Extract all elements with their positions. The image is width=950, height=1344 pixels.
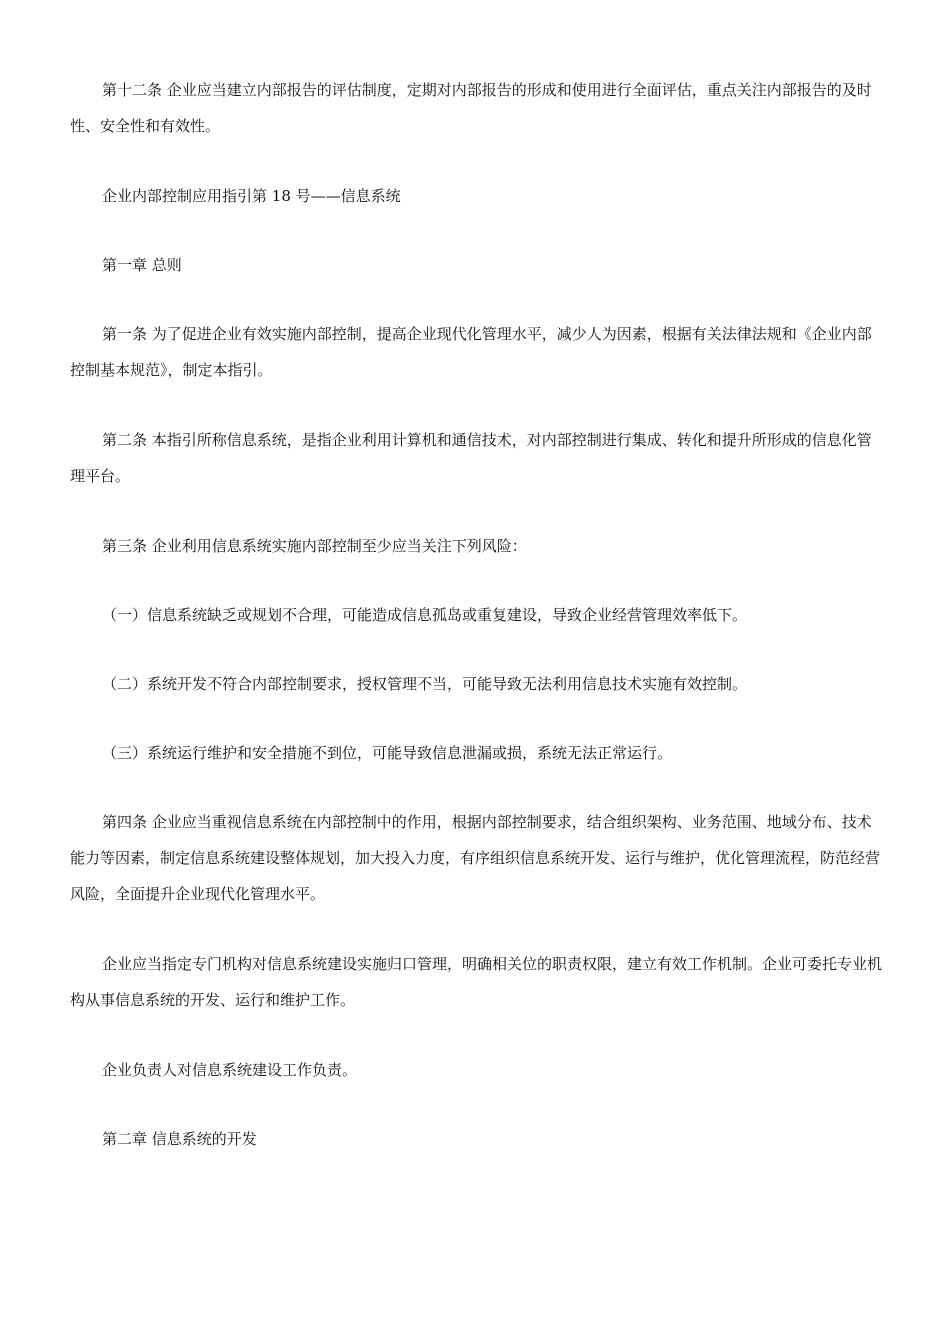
risk-item-1: （一）信息系统缺乏或规划不合理，可能造成信息孤岛或重复建设，导致企业经营管理效率低下。 bbox=[102, 606, 748, 624]
responsibility-paragraph: 企业负责人对信息系统建设工作负责。 bbox=[102, 1061, 358, 1079]
article-4-continuation: 企业应当指定专门机构对信息系统建设实施归口管理，明确相关位的职责权限，建立有效工作机制。企业可委托专业机构从事信息系统的开发、运行和维护工作。 bbox=[70, 955, 883, 1009]
risk-item-3: （三）系统运行维护和安全措施不到位，可能导致信息泄漏或损，系统无法正常运行。 bbox=[102, 744, 673, 762]
article-4-paragraph: 第四条 企业应当重视信息系统在内部控制中的作用，根据内部控制要求，结合组织架构、业务范围、地域分布、技术能力等因素，制定信息系统建设整体规划，加大投入力度，有序组织信息系统开发、运行与维护，优化管理流程，防范经营风险，全面提升企业现代化管理水平。 bbox=[70, 813, 881, 903]
article-1-paragraph: 第一条 为了促进企业有效实施内部控制，提高企业现代化管理水平，减少人为因素，根据有关法律法规和《企业内部控制基本规范》，制定本指引。 bbox=[70, 325, 872, 379]
article-12-paragraph: 第十二条 企业应当建立内部报告的评估制度，定期对内部报告的形成和使用进行全面评估，重点关注内部报告的及时性、安全性和有效性。 bbox=[70, 81, 872, 135]
chapter-1-heading: 第一章 总则 bbox=[102, 256, 182, 274]
article-2-paragraph: 第二条 本指引所称信息系统，是指企业利用计算机和通信技术，对内部控制进行集成、转化和提升所形成的信息化管理平台。 bbox=[70, 431, 872, 485]
guideline-title: 企业内部控制应用指引第 18 号——信息系统 bbox=[102, 187, 401, 205]
article-3-paragraph: 第三条 企业利用信息系统实施内部控制至少应当关注下列风险： bbox=[102, 537, 527, 555]
risk-item-2: （二）系统开发不符合内部控制要求，授权管理不当，可能导致无法利用信息技术实施有效控制。 bbox=[102, 675, 748, 693]
chapter-2-heading: 第二章 信息系统的开发 bbox=[102, 1130, 257, 1148]
